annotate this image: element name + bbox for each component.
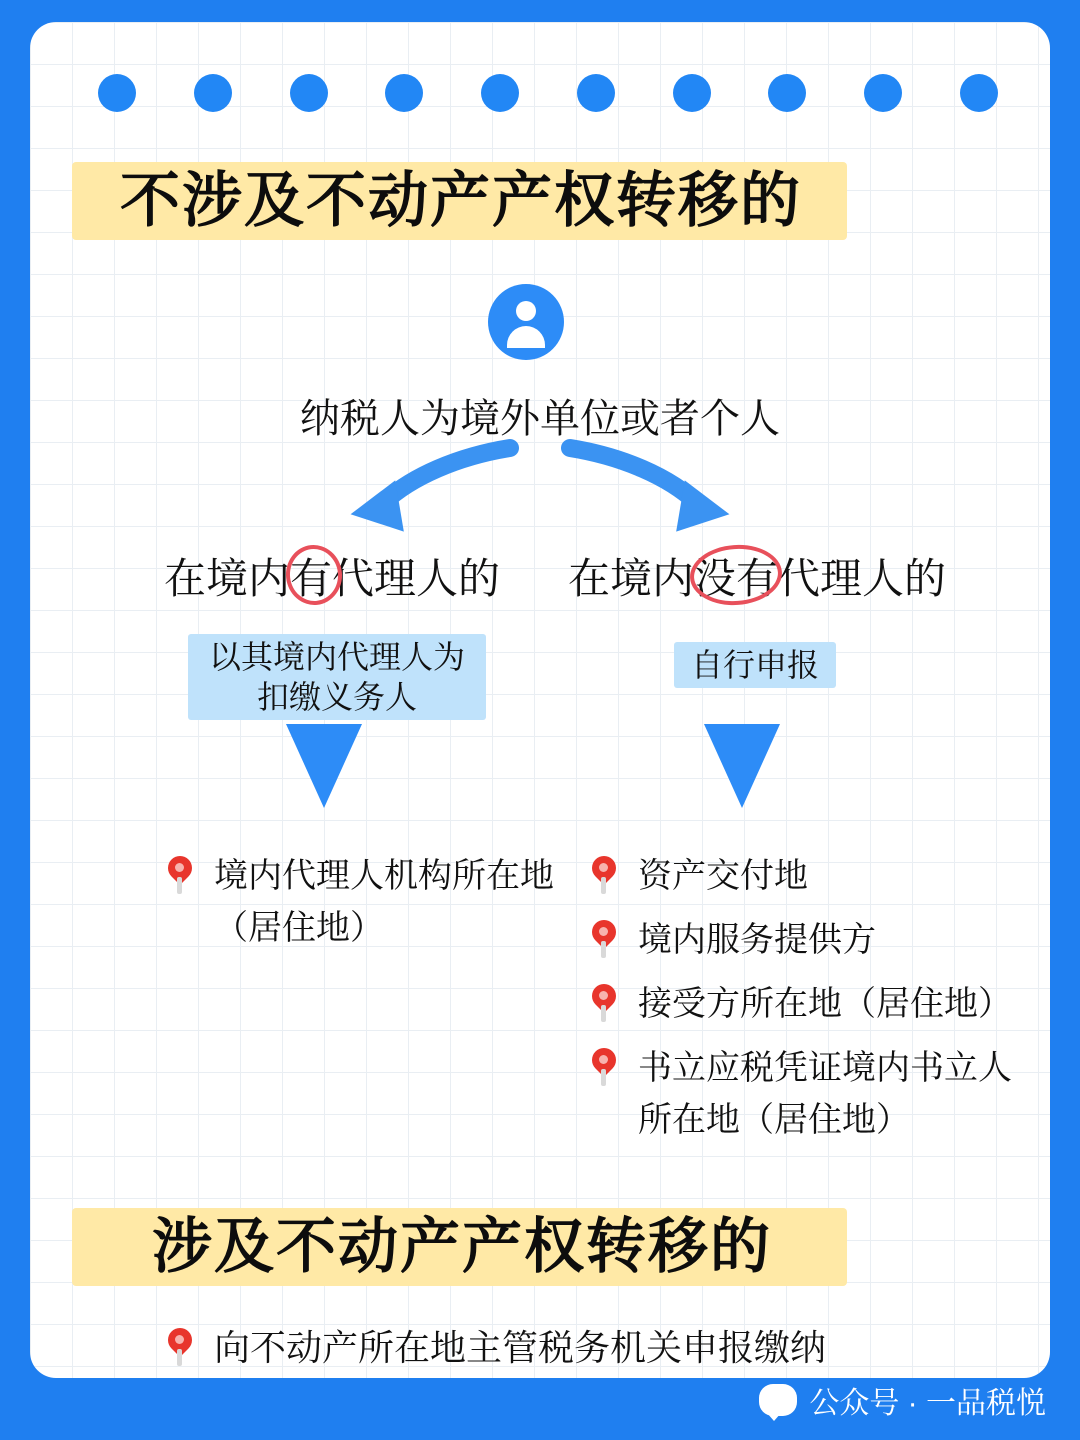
section1-subject: 纳税人为境外单位或者个人 — [300, 397, 780, 441]
pin-icon — [590, 856, 618, 896]
list-item — [582, 1042, 1012, 1146]
list-item-label: 资产交付地 — [638, 857, 808, 895]
watermark-text: 公众号 · 一品税悦 — [809, 1387, 1046, 1420]
list-item-label: 书立应税凭证境内书立人所在地（居住地） — [638, 1049, 1012, 1139]
punch-hole-dot — [864, 74, 902, 112]
list-item — [582, 914, 1012, 966]
list-item — [158, 850, 558, 954]
pin-icon — [166, 1328, 194, 1368]
punch-hole-dot — [290, 74, 328, 112]
list-item — [582, 978, 1012, 1030]
section2-title-band — [72, 1208, 847, 1286]
pin-icon — [590, 1048, 618, 1088]
down-arrow-left-icon — [278, 718, 370, 814]
section1-title: 不涉及不动产产权转移的 — [120, 167, 802, 234]
branch-right-note: 自行申报 — [674, 642, 836, 688]
section2-items — [158, 1322, 958, 1378]
list-item-label: 接受方所在地（居住地） — [638, 985, 1012, 1023]
list-item-label: 境内代理人机构所在地（居住地） — [214, 857, 554, 947]
punch-hole-dot — [960, 74, 998, 112]
list-item-label: 向不动产所在地主管税务机关申报缴纳 — [214, 1327, 827, 1368]
person-icon-head — [516, 301, 536, 321]
wechat-icon — [759, 1384, 797, 1416]
branch-right-items — [582, 850, 1012, 1158]
punch-hole-dot — [385, 74, 423, 112]
branch-right-label: 在境内没有代理人的 — [568, 555, 947, 602]
branch-left-items — [158, 850, 558, 966]
pin-icon — [166, 856, 194, 896]
branching-arrows-icon — [260, 432, 820, 542]
list-item — [158, 1322, 958, 1374]
note-card — [30, 22, 1050, 1378]
punch-hole-dot — [194, 74, 232, 112]
branch-left-label: 在境内有代理人的 — [164, 555, 501, 602]
punch-hole-dot — [673, 74, 711, 112]
down-arrow-right-icon — [696, 718, 788, 814]
branch-left-note: 以其境内代理人为扣缴义务人 — [188, 634, 486, 720]
list-item — [582, 850, 1012, 902]
punch-hole-dot — [98, 74, 136, 112]
pin-icon — [590, 920, 618, 960]
watermark — [759, 1378, 1046, 1422]
punch-hole-dot — [577, 74, 615, 112]
person-icon-body — [507, 326, 545, 348]
punch-holes-row — [98, 74, 998, 112]
list-item-label: 境内服务提供方 — [638, 921, 876, 959]
punch-hole-dot — [481, 74, 519, 112]
person-icon — [488, 284, 564, 360]
section1-title-band — [72, 162, 847, 240]
pin-icon — [590, 984, 618, 1024]
punch-hole-dot — [768, 74, 806, 112]
section2-title: 涉及不动产产权转移的 — [152, 1213, 772, 1280]
